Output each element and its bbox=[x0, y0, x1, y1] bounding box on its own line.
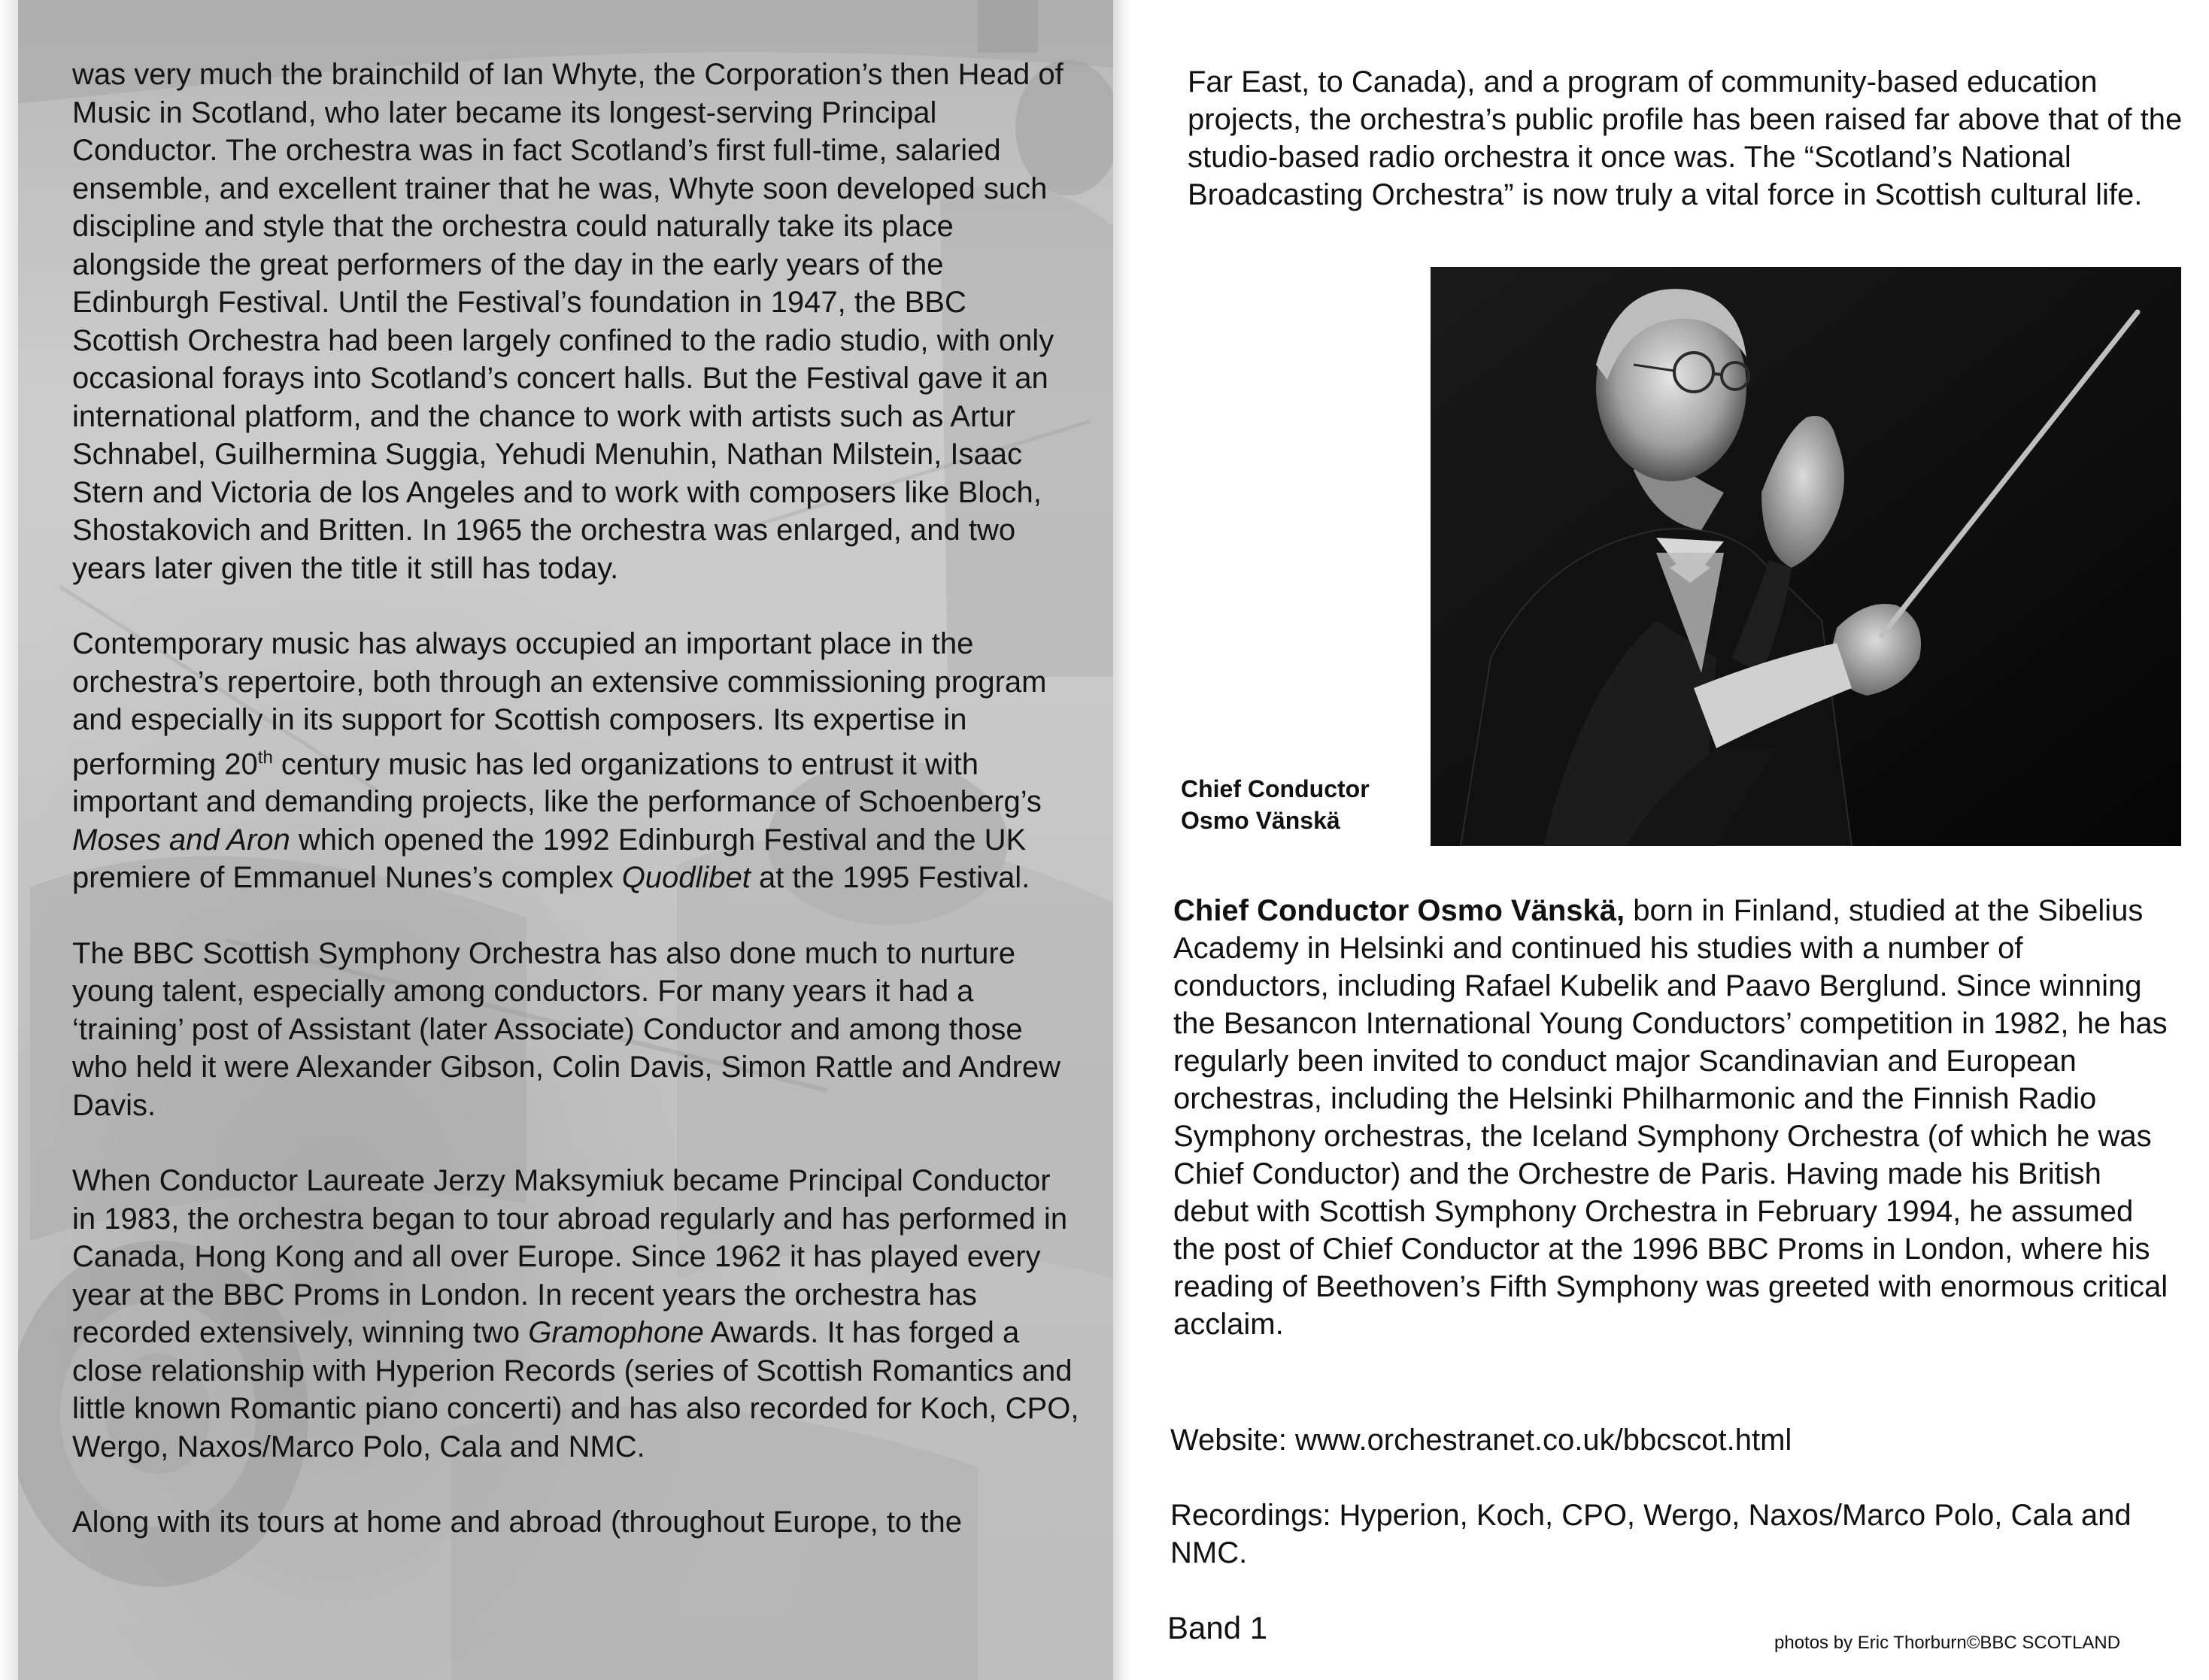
photo-credit: photos by Eric Thorburn©BBC SCOTLAND bbox=[1774, 1633, 2121, 1653]
bio-heading: Chief Conductor Osmo Vänskä, bbox=[1173, 894, 1625, 927]
caption-line-name: Osmo Vänskä bbox=[1181, 807, 1340, 834]
paragraph-public-profile: Far East, to Canada), and a program of community-based education projects, the orchestra’s public profile has been raised far above that of the studio-based radio orchestra it once was. The “Scotland’s National Broadcasting Orchestra” is now truly a vital force in Scottish cultural life. bbox=[1188, 65, 2183, 211]
right-page bbox=[1131, 0, 2209, 1680]
title-gramophone: Gramophone bbox=[528, 1316, 704, 1350]
contemporary-text-1: Contemporary music has always occupied an important place in the orchestra’s repertoire, both through an extensive commissioning program and especially in its support for Scottish composers. Its expertise in performing 20 bbox=[72, 627, 1047, 781]
paragraph-tours: Along with its tours at home and abroad (throughout Europe, to the bbox=[72, 1506, 962, 1539]
paragraph-laureate bbox=[72, 1162, 1080, 1466]
recordings-line: Recordings: Hyperion, Koch, CPO, Wergo, Naxos/Marco Polo, Cala and NMC. bbox=[1170, 1499, 2132, 1569]
bio-text: born in Finland, studied at the Sibelius Academy in Helsinki and continued his studies with a number of conductors, including Rafael Kubelik and Paavo Berglund. Since winning the Besancon International Young Conductors’ competition in 1982, he has regularly been invited to conduct major Scandinavian and European orchestras, including the Helsinki Philharmonic and the Finnish Radio Symphony orchestras, the Iceland Symphony Orchestra (of which he was Chief Conductor) and the Orchestre de Paris. Having made his British debut with Scottish Symphony Orchestra in February 1994, he assumed the post of Chief Conductor at the 1996 BBC Proms in London, where his reading of Beethoven’s Fifth Symphony was greeted with enormous critical acclaim. bbox=[1173, 894, 2168, 1341]
laureate-text-1: When Conductor Laureate Jerzy Maksymiuk became Principal Conductor in 1983, the orchestra began to tour abroad regularly and has performed in Canada, Hong Kong and all over Europe. Since 1962 it has played every year at the BBC Proms in London. In recent years the orchestra has recorded extensively, winning two bbox=[72, 1164, 1068, 1350]
superscript-th: th bbox=[257, 747, 273, 768]
website-line: Website: www.orchestranet.co.uk/bbcscot.html bbox=[1170, 1424, 1792, 1457]
left-page-body bbox=[72, 56, 1080, 1579]
title-quodlibet: Quodlibet bbox=[621, 861, 751, 895]
conductor-photo-image bbox=[1431, 267, 2181, 846]
title-moses-and-aron: Moses and Aron bbox=[72, 823, 290, 857]
laureate-text-2: Awards. It has forged a close relationship with Hyperion Records (series of Scottish Romantics and little known Romantic piano concerti) and has also recorded for Koch, CPO, Wergo, Naxos/Marco Polo, Cala and NMC. bbox=[72, 1316, 1079, 1463]
page-gutter bbox=[1113, 0, 1131, 1680]
caption-line-title: Chief Conductor bbox=[1181, 775, 1370, 802]
contemporary-text-4: at the 1995 Festival. bbox=[750, 861, 1030, 895]
conductor-biography bbox=[1173, 892, 2174, 1343]
page-edge bbox=[0, 0, 18, 1680]
paragraph-young-talent: The BBC Scottish Symphony Orchestra has also done much to nurture young talent, especially among conductors. For many years it had a ‘training’ post of Assistant (later Associate) Conductor and among those who held it were Alexander Gibson, Colin Davis, Simon Rattle and Andrew Davis. bbox=[72, 936, 1061, 1122]
contemporary-text-2: century music has led organizations to entrust it with important and demanding projects, like the performance of Schoenberg’s bbox=[72, 747, 1042, 819]
paragraph-contemporary bbox=[72, 625, 1080, 897]
band-label: Band 1 bbox=[1167, 1610, 1268, 1645]
conductor-photo bbox=[1431, 267, 2181, 846]
photo-caption bbox=[1181, 773, 1370, 836]
paragraph-whyte: was very much the brainchild of Ian Whyte, the Corporation’s then Head of Music in Scotland, who later became its longest-serving Principal Conductor. The orchestra was in fact Scotland’s first full-time, salaried ensemble, and excellent trainer that he was, Whyte soon developed such discipline and style that the orchestra could naturally take its place alongside the great performers of the day in the early years of the Edinburgh Festival. Until the Festival’s foundation in 1947, the BBC Scottish Orchestra had been largely confined to the radio studio, with only occasional forays into Scotland’s concert halls. But the Festival gave it an international platform, and the chance to work with artists such as Artur Schnabel, Guilhermina Suggia, Yehudi Menuhin, Nathan Milstein, Isaac Stern and Victoria de los Angeles and to work with composers like Bloch, Shostakovich and Britten. In 1965 the orchestra was enlarged, and two years later given the title it still has today. bbox=[72, 58, 1064, 585]
contemporary-text-3: which opened the 1992 Edinburgh Festival and the UK premiere of Emmanuel Nunes’s complex bbox=[72, 823, 1027, 895]
